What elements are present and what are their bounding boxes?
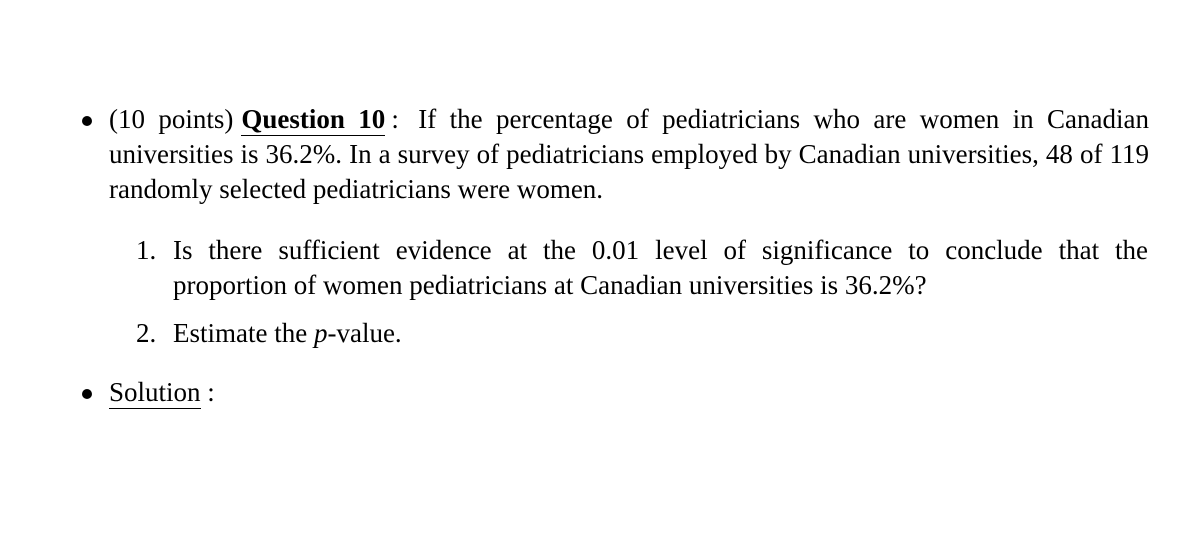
solution-label: Solution	[109, 377, 201, 407]
question-colon: :	[391, 104, 399, 134]
solution-paragraph	[109, 375, 1149, 410]
list-item-text: Is there sufficient evidence at the 0.01 level of significance to conclude that the proportion of women pediatricians at Canadian universities is 36.2%?	[173, 235, 1148, 300]
list-item-number: 1.	[136, 235, 157, 265]
question-paragraph	[109, 102, 1149, 207]
list-item-2	[136, 316, 1148, 351]
question-points: (10 points)	[109, 104, 234, 134]
question-text: If the percentage of pediatricians who are women in Canadian universities is 36.2%. In a survey of pediatricians employed by Canadian universities, 48 of 119 randomly selected pediatricians were women.	[109, 104, 1150, 204]
solution-bullet	[82, 389, 92, 399]
list-item-prefix: Estimate the	[173, 318, 314, 348]
list-item-number: 2.	[136, 318, 157, 348]
solution-colon: :	[207, 377, 215, 407]
list-item-suffix: -value.	[327, 318, 402, 348]
math-variable-p: p	[313, 318, 328, 348]
question-title: Question 10	[241, 104, 386, 134]
question-bullet	[82, 116, 92, 126]
list-item-text	[173, 316, 1148, 351]
list-item-1	[136, 233, 1148, 303]
